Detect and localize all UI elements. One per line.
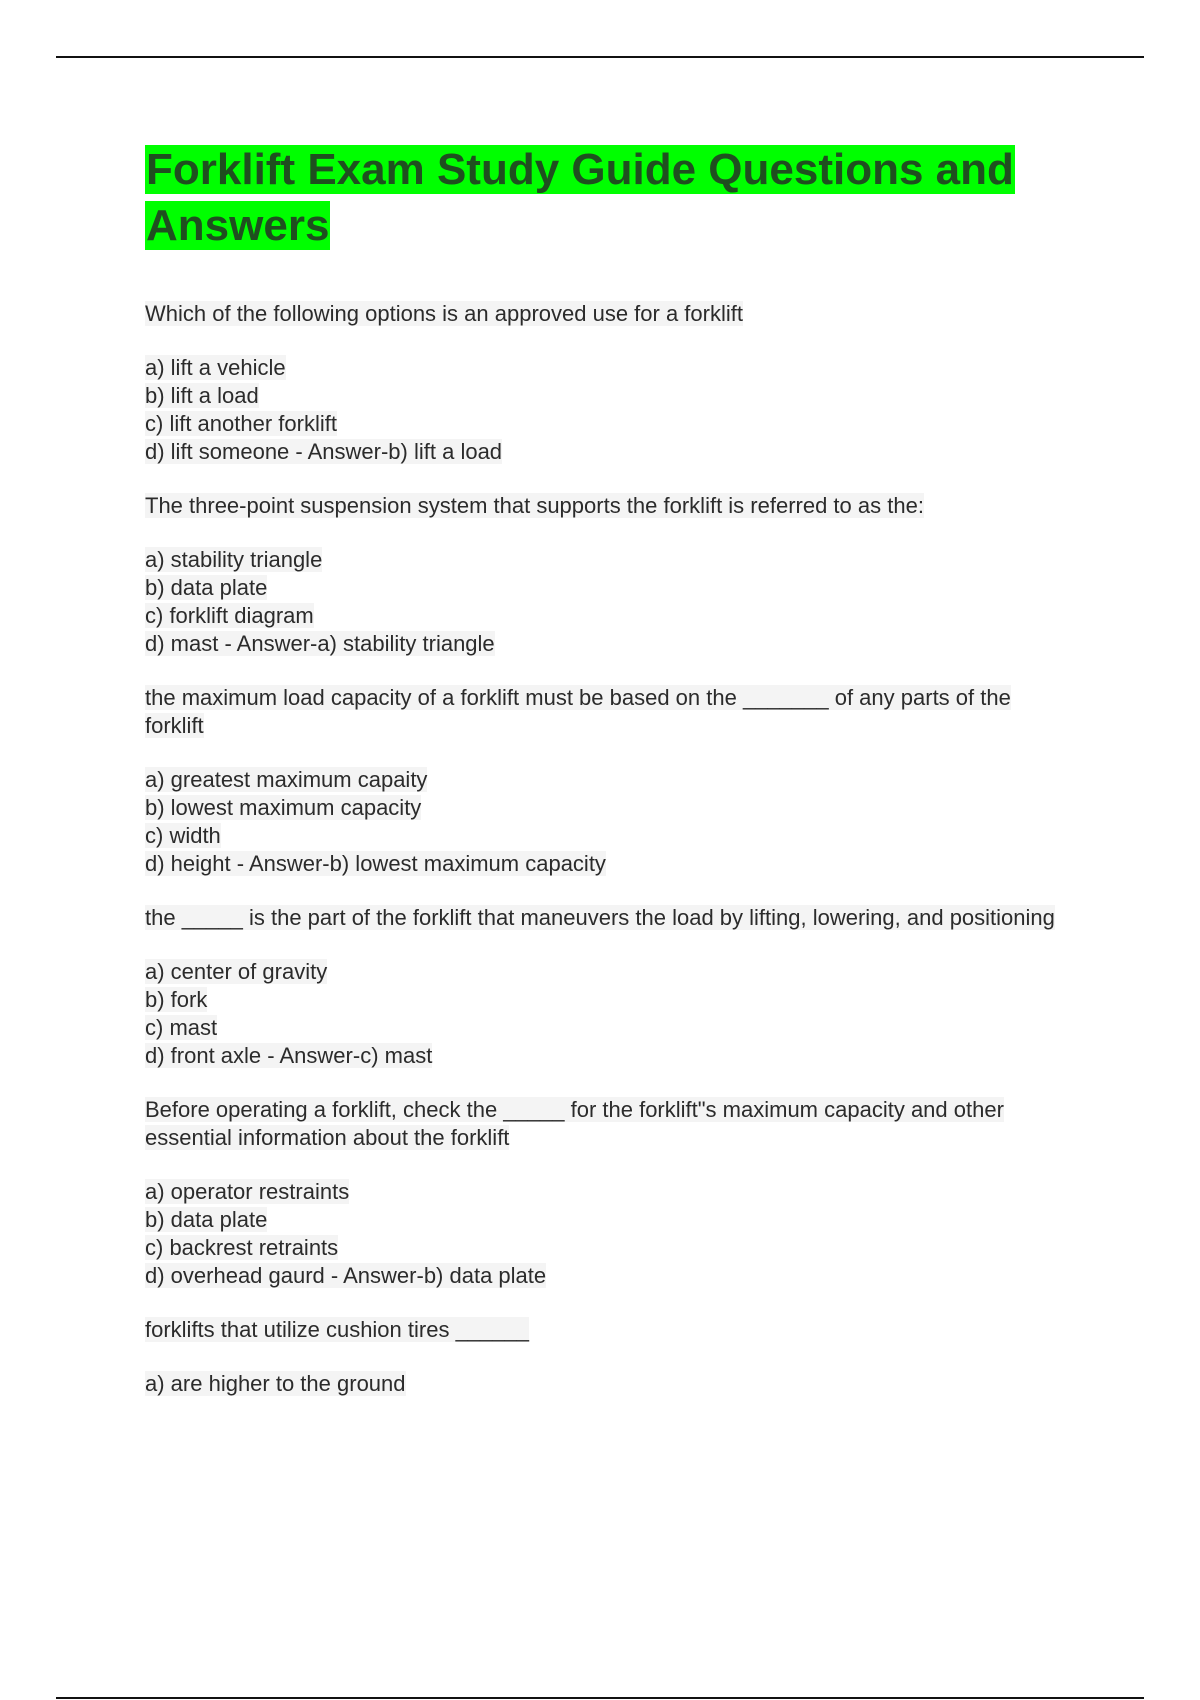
option-a: a) lift a vehicle: [145, 355, 286, 380]
qa-item-2: [145, 492, 1075, 658]
question-text: Before operating a forklift, check the _____ for the forklift"s maximum capacity and other essential information about the forklift: [145, 1097, 1004, 1150]
option-d-with-answer: d) front axle - Answer-c) mast: [145, 1043, 433, 1068]
question-text: The three-point suspension system that supports the forklift is referred to as the:: [145, 493, 924, 518]
option-a: a) greatest maximum capaity: [145, 767, 428, 792]
option-c: c) lift another forklift: [145, 411, 337, 436]
answer-options: [145, 958, 1075, 1070]
qa-item-5: [145, 1096, 1075, 1290]
option-b: b) lowest maximum capacity: [145, 795, 422, 820]
option-a: a) center of gravity: [145, 959, 328, 984]
option-b: b) data plate: [145, 575, 268, 600]
qa-item-3: [145, 684, 1075, 878]
answer-options: [145, 546, 1075, 658]
option-b: b) data plate: [145, 1207, 268, 1232]
bottom-divider: [56, 1697, 1144, 1699]
answer-options: [145, 766, 1075, 878]
option-a: a) stability triangle: [145, 547, 323, 572]
option-c: c) forklift diagram: [145, 603, 314, 628]
question-text: the maximum load capacity of a forklift must be based on the _______ of any parts of the forklift: [145, 685, 1011, 738]
option-c: c) backrest retraints: [145, 1235, 339, 1260]
question-text: Which of the following options is an approved use for a forklift: [145, 301, 743, 326]
option-d-with-answer: d) mast - Answer-a) stability triangle: [145, 631, 495, 656]
option-c: c) width: [145, 823, 221, 848]
qa-item-6: [145, 1316, 1075, 1398]
option-a: a) operator restraints: [145, 1179, 350, 1204]
title-highlight: Forklift Exam Study Guide Questions and Answers: [146, 145, 1014, 250]
document-body: [145, 142, 1075, 1424]
option-c: c) mast: [145, 1015, 218, 1040]
question-text: the _____ is the part of the forklift that maneuvers the load by lifting, lowering, and positioning: [145, 905, 1055, 930]
document-title: [145, 142, 1075, 254]
question-text: forklifts that utilize cushion tires ______: [145, 1317, 529, 1342]
option-d-with-answer: d) overhead gaurd - Answer-b) data plate: [145, 1263, 547, 1288]
option-d-with-answer: d) lift someone - Answer-b) lift a load: [145, 439, 503, 464]
top-divider: [56, 56, 1144, 58]
option-b: b) lift a load: [145, 383, 259, 408]
qa-item-1: [145, 300, 1075, 466]
answer-options: [145, 1370, 1075, 1398]
option-b: b) fork: [145, 987, 208, 1012]
answer-options: [145, 1178, 1075, 1290]
option-d-with-answer: d) height - Answer-b) lowest maximum capacity: [145, 851, 606, 876]
qa-item-4: [145, 904, 1075, 1070]
answer-options: [145, 354, 1075, 466]
option-a: a) are higher to the ground: [145, 1371, 406, 1396]
